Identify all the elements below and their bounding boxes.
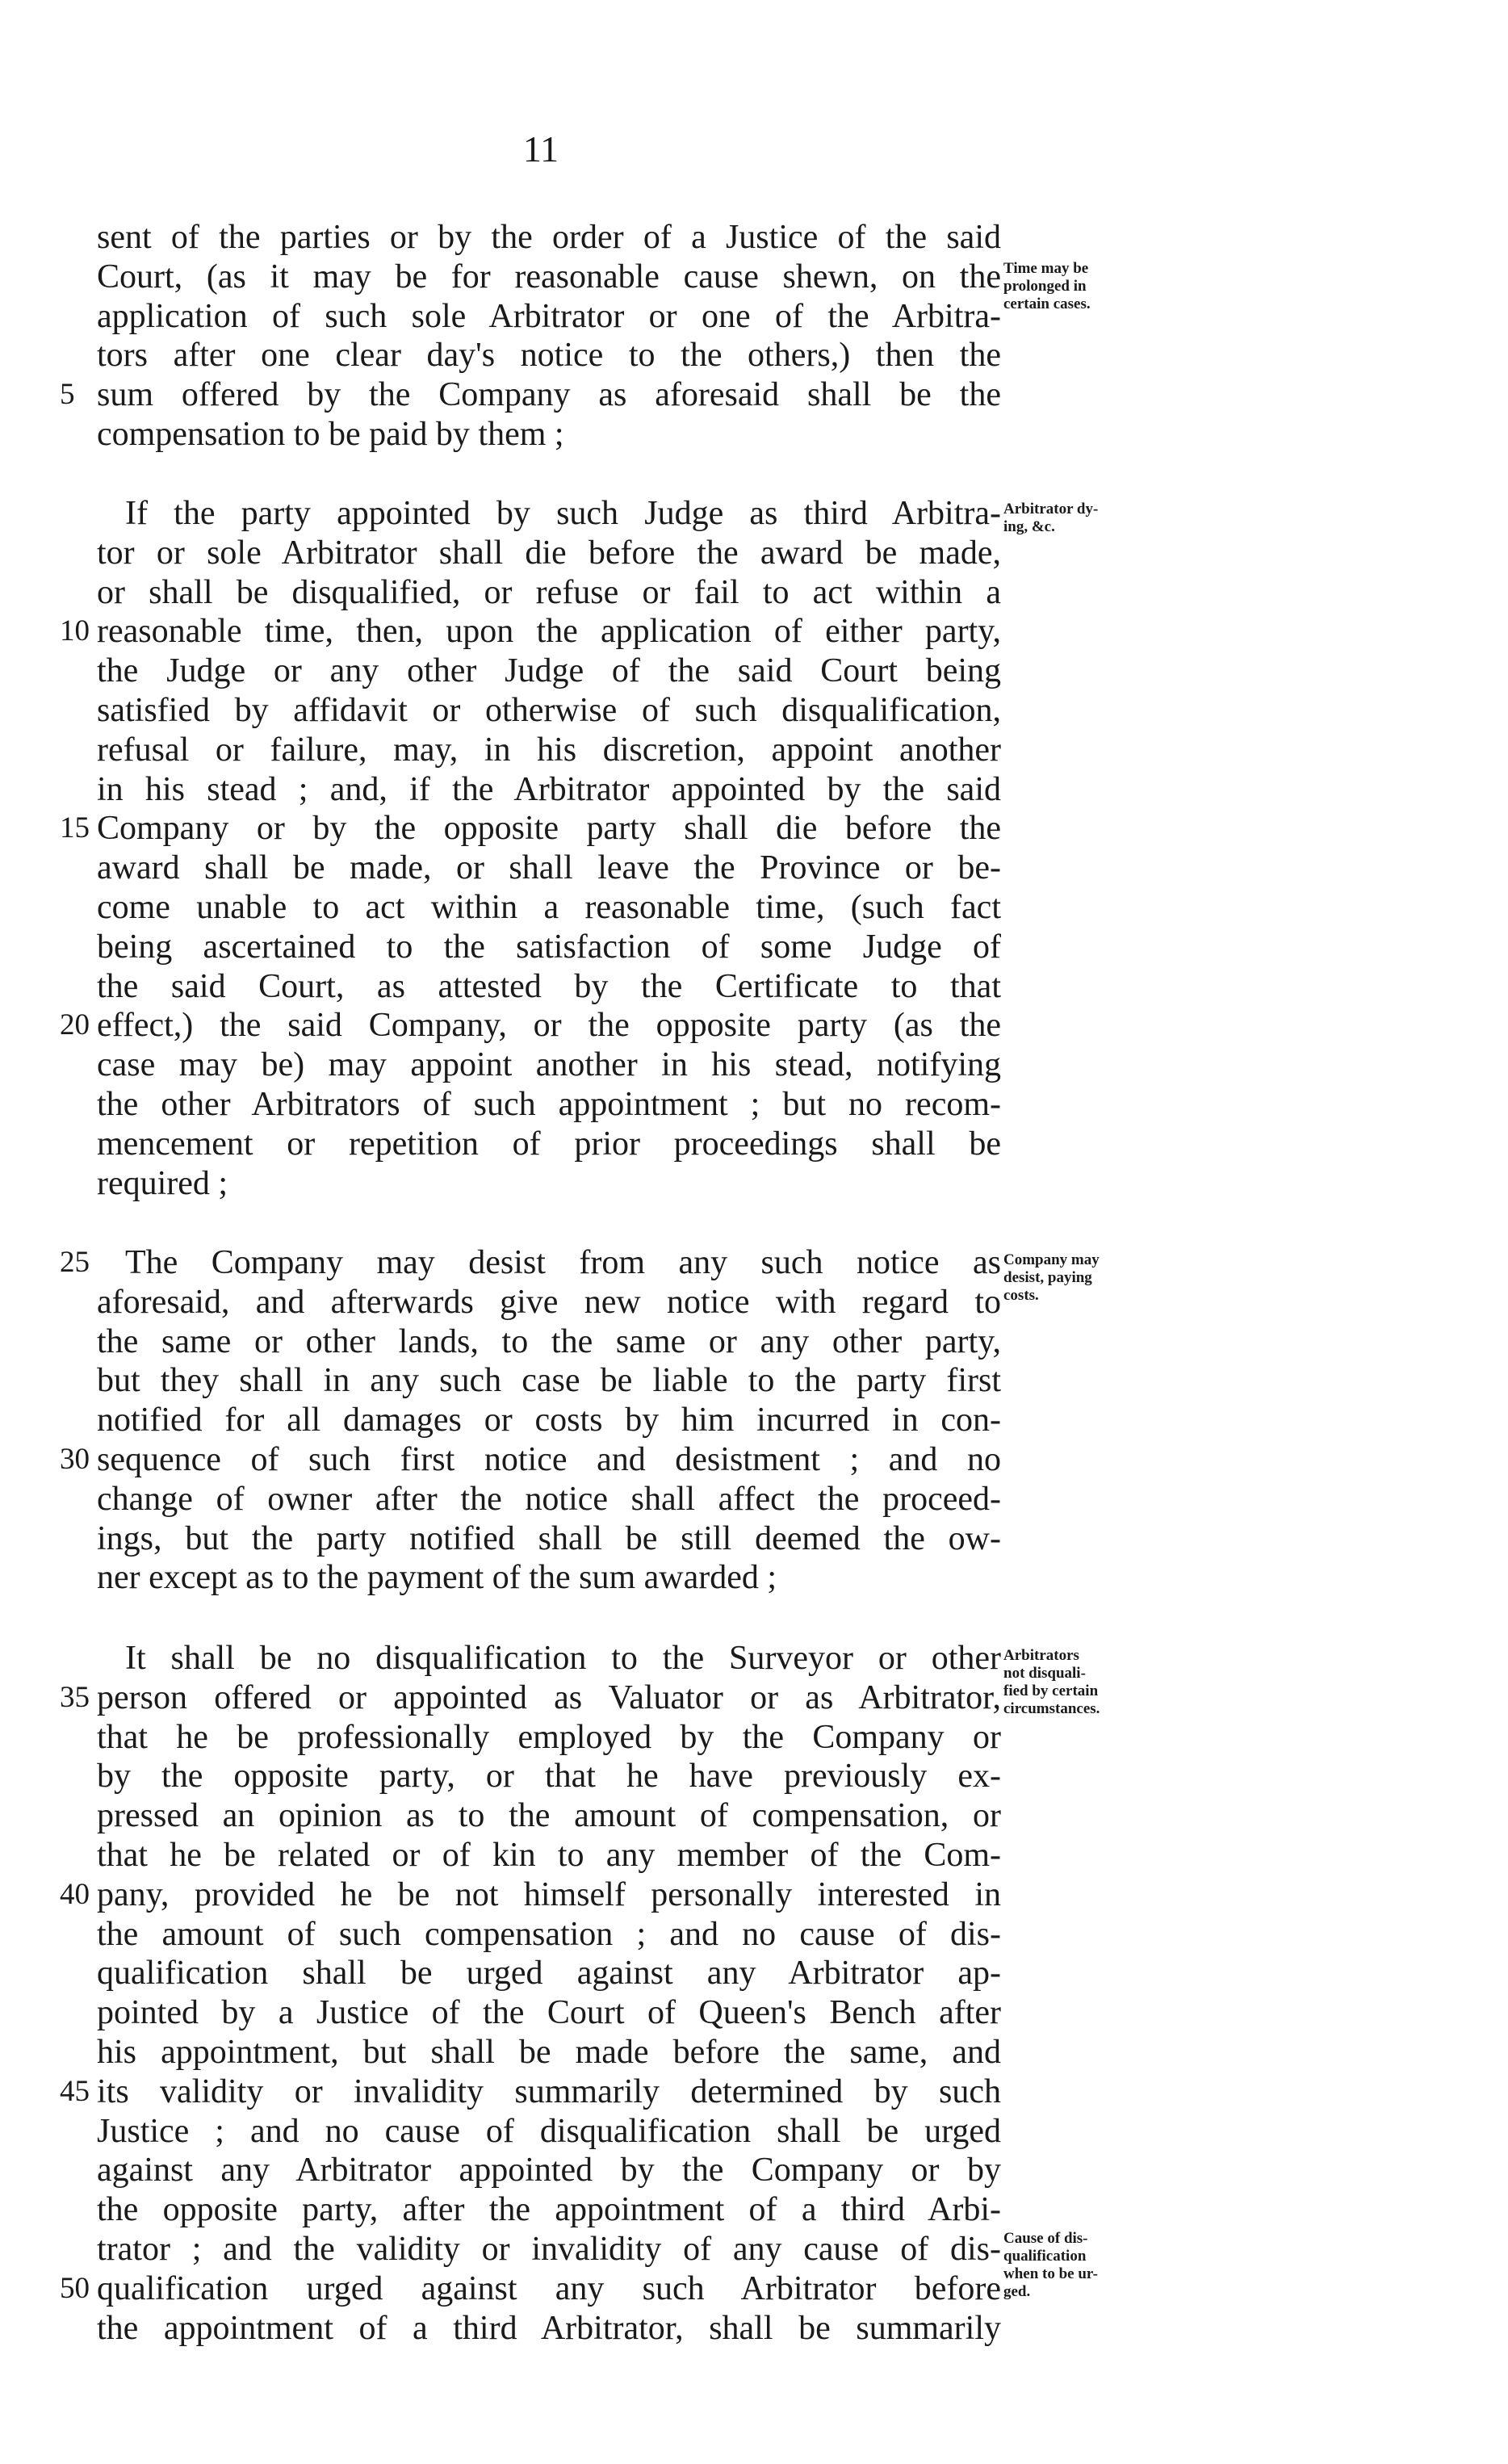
text-line	[97, 1757, 1001, 1796]
line-text: come unable to act within a reasonable time, (such fact	[97, 888, 1001, 926]
text-line	[97, 2033, 1001, 2072]
line-text: being ascertained to the satisfaction of some Judge of	[97, 928, 1001, 966]
text-line	[97, 494, 1001, 534]
line-text: sum offered by the Company as aforesaid shall be the	[97, 376, 1001, 414]
text-line	[97, 573, 1001, 613]
page-number: 11	[522, 128, 559, 170]
line-text: the amount of such compensation ; and no cause of dis-	[97, 1915, 1001, 1953]
text-line	[97, 1085, 1001, 1125]
text-line	[60, 1875, 1001, 1915]
side-note-cause-of-disqualification	[1003, 2230, 1165, 2301]
text-line	[97, 888, 1001, 928]
text-line	[60, 375, 1001, 415]
text-line	[97, 2230, 1001, 2269]
text-line	[97, 1718, 1001, 1758]
text-line	[97, 297, 1001, 337]
text-line	[97, 1283, 1001, 1322]
side-note-line: prolonged in	[1003, 278, 1087, 295]
line-text: its validity or invalidity summarily determined by such	[97, 2072, 1001, 2110]
text-line	[60, 1440, 1001, 1480]
text-line	[97, 1164, 1001, 1204]
line-text: pointed by a Justice of the Court of Queen's Bench after	[97, 1994, 1001, 2032]
line-text: It shall be no disqualification to the Surveyor or other	[125, 1640, 1001, 1677]
text-line	[97, 415, 1001, 455]
line-text: or shall be disqualified, or refuse or fail to act within a	[97, 573, 1001, 611]
line-text: case may be) may appoint another in his stead, notifying	[97, 1046, 1001, 1084]
line-text: the same or other lands, to the same or any other party,	[97, 1322, 1001, 1360]
line-text: the said Court, as attested by the Certificate to that	[97, 967, 1001, 1005]
line-text: but they shall in any such case be liable to the party first	[97, 1362, 1001, 1400]
line-text: compensation to be paid by them ;	[97, 415, 564, 453]
text-line	[97, 1401, 1001, 1440]
line-text: pressed an opinion as to the amount of compensation, or	[97, 1797, 1001, 1835]
side-note-line: ged.	[1003, 2283, 1031, 2300]
side-note-line: Arbitrators	[1003, 1647, 1079, 1664]
text-line	[60, 2269, 1001, 2309]
line-text: Company or by the opposite party shall die before the	[97, 810, 1001, 848]
paragraph-4	[60, 1639, 1001, 2427]
text-line	[97, 1046, 1001, 1085]
line-text: effect,) the said Company, or the opposite party (as the	[97, 1007, 1001, 1045]
paragraph-1	[60, 218, 1001, 455]
side-note-line: fied by certain	[1003, 1682, 1099, 1699]
side-note-line: Arbitrator dy-	[1003, 501, 1099, 518]
line-number: 10	[60, 614, 90, 648]
line-text: The Company may desist from any such notice as	[125, 1244, 1001, 1281]
line-number: 5	[60, 378, 75, 412]
side-note-line: not disquali-	[1003, 1665, 1086, 1682]
line-text: tors after one clear day's notice to the others,) then the	[97, 337, 1001, 375]
text-line	[60, 612, 1001, 652]
line-number: 50	[60, 2271, 90, 2305]
side-note-arbitrators-not-disqualified	[1003, 1647, 1165, 1718]
text-line	[60, 809, 1001, 849]
line-text: by the opposite party, or that he have previously ex-	[97, 1758, 1001, 1796]
text-line	[97, 1480, 1001, 1519]
text-line	[97, 652, 1001, 691]
line-text: aforesaid, and afterwards give new notice with regard to	[97, 1283, 1001, 1321]
line-text: tor or sole Arbitrator shall die before the award be made,	[97, 534, 1001, 572]
line-text: the Judge or any other Judge of the said Court being	[97, 652, 1001, 690]
text-line	[97, 1639, 1001, 1678]
line-text: qualification shall be urged against any Arbitrator ap-	[97, 1955, 1001, 1993]
side-note-line: costs.	[1003, 1287, 1039, 1304]
line-text: the appointment of a third Arbitrator, shall be summarily	[97, 2309, 1001, 2347]
text-line	[97, 770, 1001, 810]
text-line	[97, 691, 1001, 731]
side-note-line: Time may be	[1003, 260, 1089, 277]
line-text: reasonable time, then, upon the application of either party,	[97, 613, 1001, 651]
line-text: the other Arbitrators of such appointment ; but no recom-	[97, 1085, 1001, 1123]
line-text: ings, but the party notified shall be still deemed the ow-	[97, 1519, 1001, 1557]
text-line	[97, 2112, 1001, 2152]
line-text: ner except as to the payment of the sum awarded ;	[97, 1559, 777, 1597]
side-note-company-may-desist	[1003, 1251, 1165, 1305]
text-line	[97, 731, 1001, 770]
line-number: 20	[60, 1008, 90, 1042]
line-number: 40	[60, 1877, 90, 1911]
text-line	[97, 1993, 1001, 2033]
line-text: satisfied by affidavit or otherwise of such disqualification,	[97, 691, 1001, 729]
side-note-line: circumstances.	[1003, 1700, 1100, 1717]
line-number: 25	[60, 1246, 90, 1279]
line-text: in his stead ; and, if the Arbitrator appointed by the said	[97, 770, 1001, 808]
text-line	[60, 1678, 1001, 1718]
text-line	[97, 1796, 1001, 1836]
line-text: mencement or repetition of prior proceedings shall be	[97, 1125, 1001, 1163]
line-text: that he be related or of kin to any member of the Com-	[97, 1836, 1001, 1874]
line-text: his appointment, but shall be made before the same, and	[97, 2033, 1001, 2071]
line-text: sequence of such first notice and desistment ; and no	[97, 1440, 1001, 1478]
side-note-line: qualification	[1003, 2248, 1087, 2265]
side-note-line: when to be ur-	[1003, 2265, 1098, 2282]
side-note-line: desist, paying	[1003, 1269, 1092, 1286]
paragraph-2	[60, 494, 1001, 1203]
line-number: 15	[60, 811, 90, 845]
line-text: change of owner after the notice shall affect the proceed-	[97, 1480, 1001, 1518]
line-text: sent of the parties or by the order of a Justice of the said	[97, 219, 1001, 256]
line-text: pany, provided he be not himself personally interested in	[97, 1875, 1001, 1913]
text-line	[60, 1243, 1001, 1283]
line-text: person offered or appointed as Valuator or as Arbitrator,	[97, 1678, 1001, 1716]
text-line	[97, 1954, 1001, 1993]
side-note-line: certain cases.	[1003, 295, 1091, 312]
line-text: If the party appointed by such Judge as third Arbitra-	[125, 495, 1001, 532]
line-text: Court, (as it may be for reasonable cause shewn, on the	[97, 258, 1001, 295]
line-text: required ;	[97, 1164, 228, 1202]
side-note-arbitrator-dying	[1003, 501, 1165, 536]
text-line	[97, 1125, 1001, 1164]
text-line	[97, 258, 1001, 297]
side-note-time-prolonged	[1003, 260, 1165, 313]
text-line	[97, 534, 1001, 573]
text-line	[97, 1361, 1001, 1401]
text-line	[97, 2309, 1001, 2349]
line-text: that he be professionally employed by the Company or	[97, 1718, 1001, 1756]
text-line	[97, 849, 1001, 888]
line-text: application of such sole Arbitrator or one of the Arbitra-	[97, 297, 1001, 335]
text-line	[97, 336, 1001, 375]
line-number: 35	[60, 1680, 90, 1714]
text-line	[97, 967, 1001, 1007]
text-line	[97, 1915, 1001, 1955]
text-line	[97, 2190, 1001, 2230]
text-line	[97, 2151, 1001, 2190]
text-line	[60, 1006, 1001, 1046]
side-note-line: Company may	[1003, 1251, 1100, 1268]
side-note-line: ing, &c.	[1003, 518, 1055, 535]
line-text: refusal or failure, may, in his discretion, appoint another	[97, 731, 1001, 769]
line-text: Justice ; and no cause of disqualification shall be urged	[97, 2112, 1001, 2150]
line-text: trator ; and the validity or invalidity of any cause of dis-	[97, 2230, 1001, 2268]
line-number: 45	[60, 2074, 90, 2108]
text-line	[60, 2072, 1001, 2112]
text-line	[97, 1836, 1001, 1875]
text-line	[97, 2387, 1001, 2427]
line-text: the opposite party, after the appointment of a third Arbi-	[97, 2191, 1001, 2229]
text-line	[97, 928, 1001, 967]
text-line	[97, 1322, 1001, 1362]
text-line	[97, 2348, 1001, 2387]
line-number: 30	[60, 1442, 90, 1476]
text-line	[97, 1519, 1001, 1559]
paragraph-3	[60, 1243, 1001, 1598]
text-line	[97, 1558, 1001, 1598]
line-text: against any Arbitrator appointed by the Company or by	[97, 2152, 1001, 2190]
side-note-line: Cause of dis-	[1003, 2230, 1088, 2247]
line-text: award shall be made, or shall leave the Province or be-	[97, 849, 1001, 887]
text-line	[97, 218, 1001, 258]
line-text: qualification urged against any such Arbitrator before	[97, 2269, 1001, 2307]
line-text: notified for all damages or costs by him incurred in con-	[97, 1402, 1001, 1439]
